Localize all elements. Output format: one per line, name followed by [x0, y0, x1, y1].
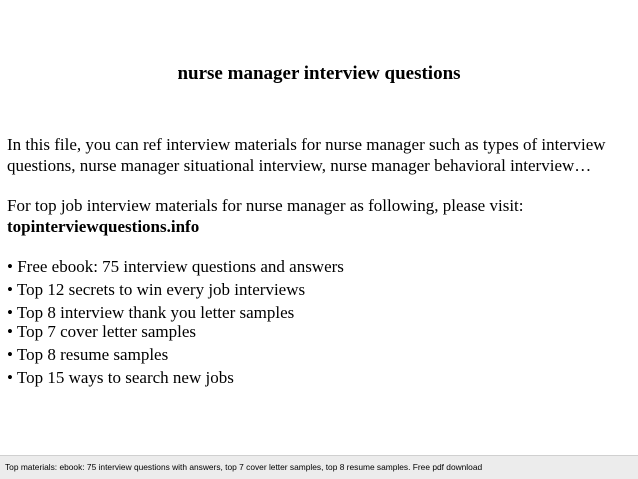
list-item-cover-letters: • Top 7 cover letter samples: [7, 322, 197, 341]
intro-line-2: questions, nurse manager situational interview, nurse manager behavioral interview…: [7, 156, 592, 175]
intro-line-1: In this file, you can ref interview materials for nurse manager such as types of interview: [7, 135, 606, 154]
list-item-search-jobs: • Top 15 ways to search new jobs: [7, 368, 234, 387]
page-title: nurse manager interview questions: [177, 63, 461, 84]
site-link[interactable]: topinterviewquestions.info: [7, 217, 200, 236]
resource-list: [7, 256, 635, 390]
list-item-thank-you-letters: • Top 8 interview thank you letter samples: [7, 303, 295, 322]
intro-paragraph: [7, 134, 635, 176]
list-item-resume-samples: • Top 8 resume samples: [7, 345, 169, 364]
visit-paragraph: [7, 195, 635, 237]
list-item-free-ebook: • Free ebook: 75 interview questions and answers: [7, 257, 344, 276]
footer-bar: Top materials: ebook: 75 interview questions with answers, top 7 cover letter samples, top 8 resume samples. Free pdf download: [0, 455, 638, 479]
list-item-secrets: • Top 12 secrets to win every job interviews: [7, 280, 306, 299]
visit-line-1: For top job interview materials for nurse manager as following, please visit:: [7, 196, 524, 215]
